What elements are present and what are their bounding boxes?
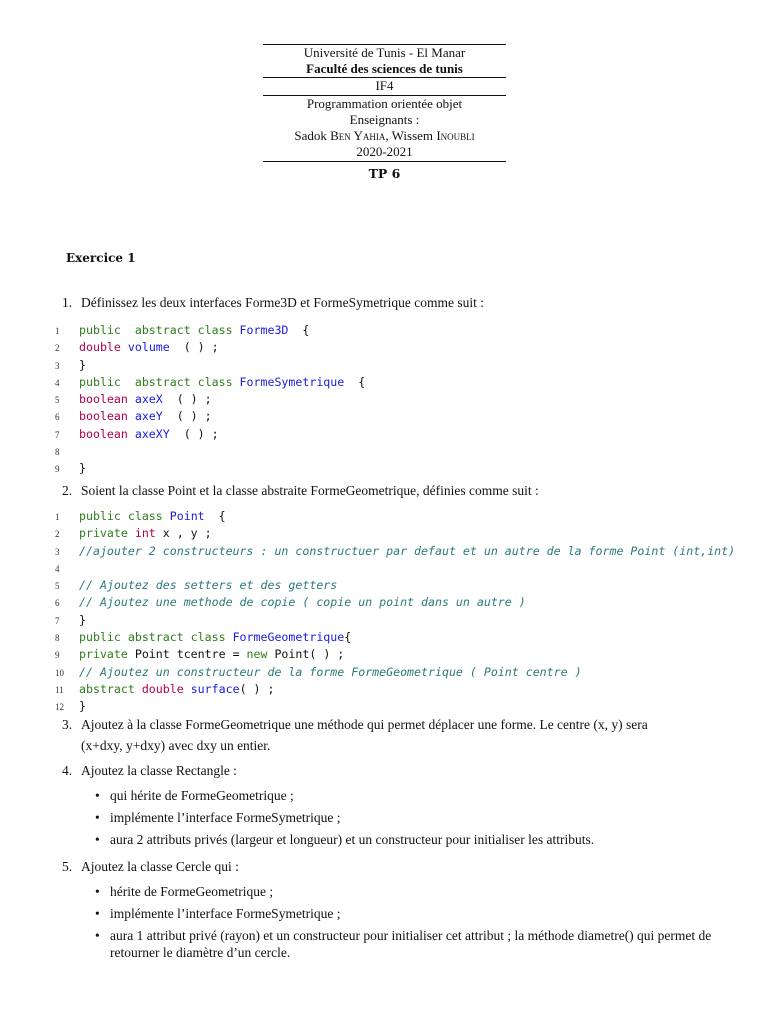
bullet-item: • implémente l’interface FormeSymetrique ; <box>95 810 750 827</box>
code-token: int <box>134 526 163 541</box>
code-token: public abstract class <box>79 374 240 389</box>
teacher-name-1: Ben Yahia <box>330 128 386 144</box>
code-token: ( ) ; <box>169 340 219 355</box>
bullet-item: • implémente l’interface FormeSymetrique ; <box>95 906 750 923</box>
question-number: 5. <box>62 859 73 874</box>
line-number: 10 <box>55 667 64 678</box>
code-token: ( ) ; <box>239 681 275 696</box>
question-2 <box>62 480 539 501</box>
code-token: } <box>79 357 86 372</box>
code-line <box>55 426 365 443</box>
teachers-label: Enseignants : <box>349 111 420 127</box>
line-number: 9 <box>55 650 60 661</box>
code-token: x , y ; <box>162 526 212 541</box>
code-line <box>55 681 735 698</box>
code-line <box>55 508 735 525</box>
code-token: double <box>141 681 191 696</box>
code-token: public class <box>79 509 170 523</box>
code-token: //ajouter 2 constructeurs : un constructuer par defaut et un autre de la forme Point (int,int) <box>79 543 736 558</box>
code-line <box>55 322 365 339</box>
teachers-names <box>263 128 506 144</box>
teachers-separator: , Wissem <box>385 128 437 144</box>
question-text <box>81 714 761 756</box>
line-number: 4 <box>55 377 60 388</box>
code-token: FormeSymetrique <box>239 374 345 389</box>
code-token: axeX <box>134 392 163 407</box>
code-token: Point tcentre = <box>134 647 247 662</box>
level: IF4 <box>375 78 394 94</box>
line-number: 7 <box>55 615 60 626</box>
code-token: ( ) ; <box>162 392 212 407</box>
code-token: ( ) ; <box>169 426 219 441</box>
code-token: axeXY <box>134 426 170 441</box>
question-5-bullets <box>95 884 750 967</box>
code-token: public abstract class <box>79 323 240 337</box>
question-3 <box>62 714 648 753</box>
bullet-item: • hérite de FormeGeometrique ; <box>95 884 750 901</box>
code-listing-1 <box>55 322 365 478</box>
code-token: axeY <box>134 409 163 424</box>
code-line <box>55 408 365 425</box>
code-token: private <box>79 647 135 662</box>
question-number: 1. <box>62 295 73 310</box>
code-line <box>55 664 735 681</box>
code-line <box>55 560 735 577</box>
line-number: 4 <box>55 563 60 574</box>
line-number: 2 <box>55 343 60 354</box>
code-token: } <box>79 699 86 714</box>
question-1 <box>62 292 485 313</box>
code-token: boolean <box>79 426 135 441</box>
code-token: { <box>344 374 366 389</box>
bullet-item: • qui hérite de FormeGeometrique ; <box>95 788 750 805</box>
code-token: boolean <box>79 392 135 407</box>
line-number: 12 <box>55 702 64 713</box>
code-token: double <box>79 340 128 355</box>
line-number: 6 <box>55 412 60 423</box>
code-token: { <box>344 630 352 645</box>
code-line <box>55 339 365 356</box>
code-token: surface <box>190 681 240 696</box>
code-line <box>55 629 735 646</box>
code-listing-2 <box>55 508 735 716</box>
code-token: private <box>79 526 135 541</box>
teacher-name-2: Inoubli <box>436 128 475 144</box>
question-text: Ajoutez la classe Cercle qui : <box>81 859 239 874</box>
code-line <box>55 357 365 374</box>
code-token: Point( ) ; <box>274 647 345 662</box>
question-number: 2. <box>62 483 73 498</box>
code-line <box>55 612 735 629</box>
teachers-prefix-1: Sadok <box>294 128 331 144</box>
line-number: 6 <box>55 598 60 609</box>
code-token: ( ) ; <box>162 409 212 424</box>
code-token: // Ajoutez une methode de copie ( copie un point dans un autre ) <box>79 595 526 610</box>
code-token: Forme3D <box>239 323 289 337</box>
question-number: 4. <box>62 763 73 778</box>
line-number: 5 <box>55 395 60 406</box>
code-line <box>55 577 735 594</box>
line-number: 8 <box>55 447 60 458</box>
code-token: boolean <box>79 409 135 424</box>
code-token: volume <box>127 340 170 355</box>
code-token: // Ajoutez des setters et des getters <box>79 578 338 593</box>
code-line <box>55 543 735 560</box>
line-number: 1 <box>55 326 60 336</box>
line-number: 2 <box>55 529 60 540</box>
question-text-line-1: Ajoutez à la classe FormeGeometrique une méthode qui permet déplacer une forme. Le centre (x, y) sera <box>81 717 648 732</box>
bullet-item: • aura 2 attributs privés (largeur et longueur) et un constructeur pour initialiser les attributs. <box>95 832 750 849</box>
bullet-item: • aura 1 attribut privé (rayon) et un constructeur pour initialiser cet attribut ; la méthode diametre() qui permet de retourner le diamètre d’un cercle. <box>95 928 735 961</box>
code-token: public abstract class <box>79 630 233 645</box>
code-token: new <box>246 647 275 662</box>
academic-year: 2020-2021 <box>356 144 413 160</box>
code-line <box>55 460 365 477</box>
header-rule-bottom <box>263 161 506 162</box>
code-token: FormeGeometrique <box>232 630 345 645</box>
line-number: 1 <box>55 512 60 522</box>
question-text: Soient la classe Point et la classe abstraite FormeGeometrique, définies comme suit : <box>81 483 539 498</box>
code-line <box>55 594 735 611</box>
code-token: } <box>79 612 86 627</box>
course-header <box>263 44 506 162</box>
line-number: 7 <box>55 429 60 440</box>
code-line <box>55 374 365 391</box>
line-number: 9 <box>55 464 60 475</box>
code-token: // Ajoutez un constructeur de la forme FormeGeometrique ( Point centre ) <box>79 664 582 679</box>
faculty-name: Faculté des sciences de tunis <box>306 61 463 77</box>
exercise-title: Exercice 1 <box>66 251 136 265</box>
code-token: { <box>204 509 226 523</box>
tp-title: TP 6 <box>368 166 401 181</box>
code-line <box>55 391 365 408</box>
question-text: Définissez les deux interfaces Forme3D et FormeSymetrique comme suit : <box>81 295 485 310</box>
question-number: 3. <box>62 717 73 732</box>
line-number: 8 <box>55 633 60 644</box>
code-token: Point <box>169 509 205 523</box>
question-text-line-2: (x+dxy, y+dxy) avec dxy un entier. <box>81 738 271 753</box>
code-line <box>55 698 735 715</box>
line-number: 5 <box>55 581 60 592</box>
course-name: Programmation orientée objet <box>306 95 463 111</box>
question-text: Ajoutez la classe Rectangle : <box>81 763 237 778</box>
question-4 <box>62 760 237 781</box>
code-line <box>55 646 735 663</box>
question-5 <box>62 856 239 877</box>
code-token: } <box>79 461 86 476</box>
code-token: { <box>288 323 310 337</box>
line-number: 3 <box>55 360 60 371</box>
university-name: Université de Tunis - El Manar <box>303 45 466 60</box>
code-line <box>55 443 365 460</box>
question-4-bullets <box>95 788 750 854</box>
code-token: abstract <box>79 681 142 696</box>
code-line <box>55 525 735 542</box>
line-number: 11 <box>55 684 64 695</box>
line-number: 3 <box>55 546 60 557</box>
